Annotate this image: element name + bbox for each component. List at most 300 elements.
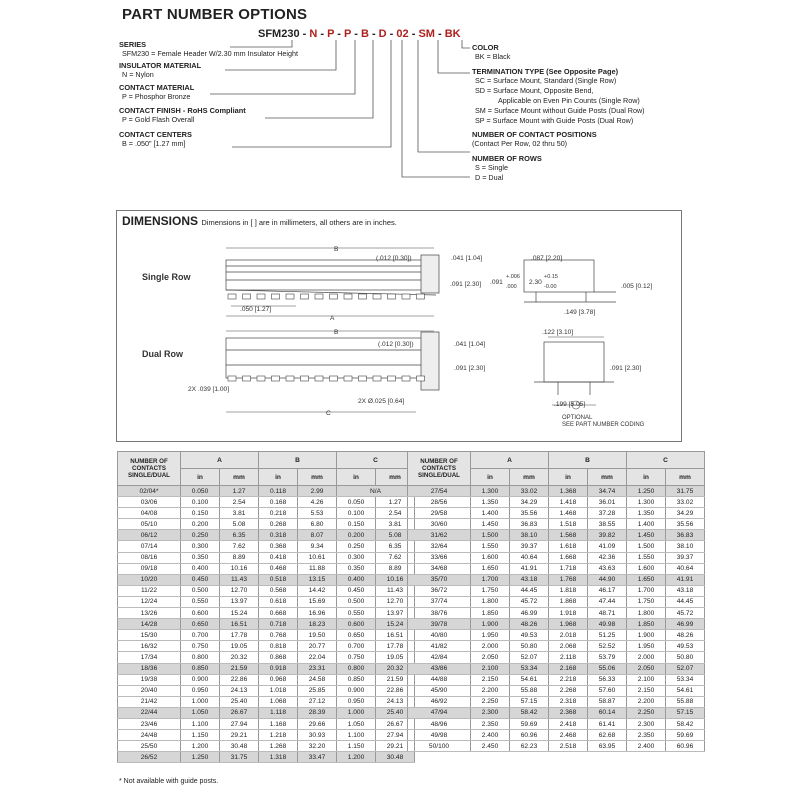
table-cell: 1.500 [627, 541, 666, 552]
table-cell: 1.900 [627, 630, 666, 641]
table-cell: 21/42 [118, 696, 181, 707]
table-cell: 33.02 [666, 497, 705, 508]
col-b: B [549, 452, 627, 469]
table-row [408, 674, 705, 685]
table-cell: 1.400 [471, 508, 510, 519]
table-cell: 47/94 [408, 707, 471, 718]
table-cell: 1.500 [471, 530, 510, 541]
table-cell: 1.000 [181, 696, 220, 707]
table-cell: 39.82 [588, 530, 627, 541]
table-cell: 1.300 [627, 497, 666, 508]
table-cell: 40.64 [666, 563, 705, 574]
table-cell: 28/56 [408, 497, 471, 508]
table-cell: 29.66 [298, 718, 337, 729]
table-cell: 9.34 [298, 541, 337, 552]
table-cell: 44.45 [666, 596, 705, 607]
dim-012-dual: (.012 [0.30]) [378, 341, 414, 348]
table-cell: 37.28 [588, 508, 627, 519]
table-cell: 18/36 [118, 663, 181, 674]
option-termination-sd-note: Applicable on Even Pin Counts (Single Row) [498, 96, 640, 105]
table-cell: 1.400 [627, 519, 666, 530]
dim-091-dual: .091 [2.30] [454, 365, 486, 372]
table-cell: 0.700 [181, 630, 220, 641]
table-cell: 49.53 [510, 630, 549, 641]
table-cell: 1.900 [471, 619, 510, 630]
table-cell: 34.29 [666, 508, 705, 519]
table-cell: 50/100 [408, 741, 471, 752]
option-rows-single: S = Single [475, 163, 508, 172]
table-cell: 22.86 [376, 685, 415, 696]
table-cell: 0.650 [181, 619, 220, 630]
table-cell: 2.200 [471, 685, 510, 696]
option-color-text: BK = Black [475, 52, 511, 61]
table-cell: 2.318 [549, 696, 588, 707]
table-row [118, 519, 415, 530]
table-row [118, 596, 415, 607]
col-b: B [259, 452, 337, 469]
table-cell: 34/68 [408, 563, 471, 574]
table-cell: 0.818 [259, 641, 298, 652]
table-cell: 52.07 [510, 652, 549, 663]
table-row [118, 541, 415, 552]
table-cell: 24.58 [298, 674, 337, 685]
col-number-of-contacts: NUMBER OF CONTACTS SINGLE/DUAL [118, 452, 181, 486]
table-cell: 26.67 [376, 718, 415, 729]
table-cell: 48.26 [666, 630, 705, 641]
table-row [118, 497, 415, 508]
table-cell: 10.16 [376, 574, 415, 585]
table-cell: 44/88 [408, 674, 471, 685]
option-termination-sp: SP = Surface Mount with Guide Posts (Dual Row) [475, 116, 634, 125]
table-cell: 22/44 [118, 707, 181, 718]
table-cell: 29.21 [376, 741, 415, 752]
table-cell: 1.700 [627, 585, 666, 596]
table-cell: 16.51 [220, 619, 259, 630]
table-cell: 30.93 [298, 730, 337, 741]
table-cell: 0.318 [259, 530, 298, 541]
pin [257, 294, 265, 299]
table-cell: 35.56 [666, 519, 705, 530]
pin [402, 294, 410, 299]
col-a-mm: mm [510, 469, 549, 486]
footnote: * Not available with guide posts. [119, 778, 219, 785]
table-cell: 06/12 [118, 530, 181, 541]
table-cell: 0.500 [181, 585, 220, 596]
table-cell: 0.568 [259, 585, 298, 596]
table-cell: 2.168 [549, 663, 588, 674]
table-cell: 1.450 [627, 530, 666, 541]
table-cell: 38/76 [408, 608, 471, 619]
table-cell: 25.40 [220, 696, 259, 707]
pin [315, 376, 323, 381]
table-cell: 5.53 [298, 508, 337, 519]
dim-091b: .091 [490, 279, 503, 286]
table-cell: 2.250 [471, 696, 510, 707]
table-cell: 48.71 [588, 608, 627, 619]
table-cell: 19.05 [220, 641, 259, 652]
table-cell: 55.88 [510, 685, 549, 696]
table-cell: 2.018 [549, 630, 588, 641]
dimension-table-left [117, 451, 415, 763]
table-cell: 17.78 [376, 641, 415, 652]
table-row [408, 497, 705, 508]
table-cell: 44.90 [588, 574, 627, 585]
col-b-mm: mm [298, 469, 337, 486]
table-cell: 0.668 [259, 608, 298, 619]
option-series-text: SFM230 = Female Header W/2.30 mm Insulator Height [122, 49, 298, 58]
table-cell: 0.168 [259, 497, 298, 508]
option-contact-material-label: CONTACT MATERIAL [119, 83, 195, 92]
table-cell: 36.83 [666, 530, 705, 541]
table-cell: 34.74 [588, 486, 627, 497]
table-cell: 24.13 [376, 696, 415, 707]
table-cell: 14/28 [118, 619, 181, 630]
table-cell: 1.600 [471, 552, 510, 563]
pn-d: D [378, 28, 387, 40]
table-row [408, 574, 705, 585]
dim-tol2-p: +0.15 [544, 274, 558, 280]
table-cell: 52.52 [588, 641, 627, 652]
table-cell: 15.69 [298, 596, 337, 607]
table-cell: 0.250 [181, 530, 220, 541]
table-cell: 30.48 [220, 741, 259, 752]
table-cell: 1.068 [259, 696, 298, 707]
col-b-in: in [259, 469, 298, 486]
table-cell: 50.80 [666, 652, 705, 663]
table-cell: 1.718 [549, 563, 588, 574]
table-row [118, 685, 415, 696]
table-cell: 1.200 [337, 752, 376, 763]
table-cell: 0.300 [337, 552, 376, 563]
table-cell: N/A [337, 486, 415, 497]
table-cell: 19/38 [118, 674, 181, 685]
pin [373, 376, 381, 381]
table-cell: 2.368 [549, 707, 588, 718]
table-cell: 0.800 [181, 652, 220, 663]
table-cell: 16/32 [118, 641, 181, 652]
table-cell: 1.450 [471, 519, 510, 530]
table-cell: 26.67 [220, 707, 259, 718]
table-cell: 49.98 [588, 619, 627, 630]
table-cell: 20.32 [220, 652, 259, 663]
table-cell: 2.000 [627, 652, 666, 663]
dim-005: .005 [0.12] [621, 283, 653, 290]
table-cell: 0.250 [337, 541, 376, 552]
optional-note-2: SEE PART NUMBER CODING [562, 422, 645, 428]
table-row [118, 718, 415, 729]
table-cell: 58.42 [666, 718, 705, 729]
dual-row-header-drawing [226, 332, 614, 395]
table-cell: 1.750 [471, 585, 510, 596]
table-cell: 04/08 [118, 508, 181, 519]
table-row [118, 641, 415, 652]
table-cell: 49.53 [666, 641, 705, 652]
table-row [118, 508, 415, 519]
optional-note: OPTIONAL [562, 415, 593, 421]
table-cell: 40.64 [510, 552, 549, 563]
pin [373, 294, 381, 299]
table-cell: 2.218 [549, 674, 588, 685]
table-cell: 0.100 [181, 497, 220, 508]
table-cell: 2.468 [549, 730, 588, 741]
table-cell: 11/22 [118, 585, 181, 596]
dim-c-dual: C [326, 410, 331, 417]
pn-p1: P [327, 28, 335, 40]
table-cell: 2.200 [627, 696, 666, 707]
table-cell: 10/20 [118, 574, 181, 585]
table-cell: 53.34 [510, 663, 549, 674]
table-row [408, 519, 705, 530]
table-cell: 3.81 [220, 508, 259, 519]
table-cell: 59.69 [510, 718, 549, 729]
table-cell: 0.768 [259, 630, 298, 641]
table-row [408, 585, 705, 596]
pn-n: N [309, 28, 318, 40]
option-rows-dual: D = Dual [475, 173, 504, 182]
dim-091c: .091 [2.30] [610, 365, 642, 372]
table-cell: 34.29 [510, 497, 549, 508]
col-a-mm: mm [220, 469, 259, 486]
table-cell: 0.600 [181, 608, 220, 619]
table-cell: 44.45 [510, 585, 549, 596]
table-cell: 42/84 [408, 652, 471, 663]
single-row-pins [228, 294, 425, 299]
table-cell: 14.42 [298, 585, 337, 596]
table-cell: 54.61 [666, 685, 705, 696]
dim-b-dual: B [334, 329, 339, 336]
table-cell: 19.50 [298, 630, 337, 641]
table-cell: 42.36 [588, 552, 627, 563]
table-cell: 10.61 [298, 552, 337, 563]
dim-a-single: A [330, 315, 335, 322]
table-cell: 02/04* [118, 486, 181, 497]
table-cell: 24.13 [220, 685, 259, 696]
table-cell: 5.08 [376, 530, 415, 541]
pin [388, 294, 396, 299]
table-cell: 0.418 [259, 552, 298, 563]
option-insulator-label: INSULATOR MATERIAL [119, 61, 202, 70]
table-cell: 0.650 [337, 630, 376, 641]
table-cell: 27/54 [408, 486, 471, 497]
table-row [408, 596, 705, 607]
table-cell: 48/96 [408, 718, 471, 729]
pn-base: SFM230 - [258, 28, 310, 40]
table-row [118, 563, 415, 574]
table-row [408, 663, 705, 674]
table-cell: 45/90 [408, 685, 471, 696]
table-cell: 17/34 [118, 652, 181, 663]
dimensions-note: Dimensions in [ ] are in millimeters, all others are in inches. [201, 218, 397, 227]
table-cell: 36.83 [510, 519, 549, 530]
page-title: PART NUMBER OPTIONS [122, 6, 308, 23]
table-cell: 1.800 [627, 608, 666, 619]
table-cell: 39/78 [408, 619, 471, 630]
option-centers-text: B = .050" [1.27 mm] [122, 139, 186, 148]
table-cell: 26/52 [118, 752, 181, 763]
table-cell: 35.56 [510, 508, 549, 519]
table-cell: 0.950 [337, 696, 376, 707]
table-cell: 1.000 [337, 707, 376, 718]
pn-p2: P [344, 28, 352, 40]
table-cell: 31.75 [220, 752, 259, 763]
table-cell: 1.700 [471, 574, 510, 585]
dim-b-single: B [334, 246, 339, 253]
table-cell: 27.12 [298, 696, 337, 707]
dim-041-dual: .041 [1.04] [454, 341, 486, 348]
table-cell: 60.96 [510, 730, 549, 741]
option-insulator-text: N = Nylon [122, 70, 154, 79]
dim-039: 2X .039 [1.00] [188, 386, 230, 393]
table-cell: 6.80 [298, 519, 337, 530]
table-cell: 59.69 [666, 730, 705, 741]
table-cell: 43.18 [666, 585, 705, 596]
pin [359, 376, 367, 381]
table-cell: 0.368 [259, 541, 298, 552]
table-cell: 1.850 [471, 608, 510, 619]
table-cell: 32.20 [298, 741, 337, 752]
table-cell: 05/10 [118, 519, 181, 530]
dim-087: .087 [2.20] [531, 255, 563, 262]
table-cell: 2.350 [471, 718, 510, 729]
table-cell: 1.868 [549, 596, 588, 607]
table-cell: 20.77 [298, 641, 337, 652]
col-c: C [337, 452, 415, 469]
table-cell: 23.31 [298, 663, 337, 674]
table-cell: 2.250 [627, 707, 666, 718]
dimension-table-right [407, 451, 705, 752]
table-cell: 27.94 [220, 718, 259, 729]
table-cell: 19.05 [376, 652, 415, 663]
pin [344, 294, 352, 299]
table-cell: 41.09 [588, 541, 627, 552]
table-cell: 1.600 [627, 563, 666, 574]
pin [344, 376, 352, 381]
pin [272, 376, 280, 381]
col-a: A [471, 452, 549, 469]
table-row [118, 574, 415, 585]
table-cell: 2.118 [549, 652, 588, 663]
table-cell: 1.018 [259, 685, 298, 696]
table-cell: 0.118 [259, 486, 298, 497]
pin [402, 376, 410, 381]
table-cell: 0.718 [259, 619, 298, 630]
table-row [408, 696, 705, 707]
dim-122: .122 [3.10] [542, 329, 574, 336]
option-termination-label: TERMINATION TYPE (See Opposite Page) [472, 67, 619, 76]
table-cell: 09/18 [118, 563, 181, 574]
table-cell: 33.47 [298, 752, 337, 763]
table-cell: 54.61 [510, 674, 549, 685]
single-row-label: Single Row [142, 272, 191, 282]
table-cell: 1.468 [549, 508, 588, 519]
option-rows-label: NUMBER OF ROWS [472, 154, 542, 163]
table-cell: 43/86 [408, 663, 471, 674]
table-cell: 20/40 [118, 685, 181, 696]
table-cell: 21.59 [220, 663, 259, 674]
pin [243, 376, 251, 381]
table-cell: 13/26 [118, 608, 181, 619]
table-cell: 2.300 [627, 718, 666, 729]
table-row [118, 730, 415, 741]
table-cell: 2.100 [471, 663, 510, 674]
dimensions-drawing [116, 210, 680, 440]
table-cell: 2.518 [549, 741, 588, 752]
table-cell: 55.88 [666, 696, 705, 707]
table-cell: 0.700 [337, 641, 376, 652]
col-c-in: in [627, 469, 666, 486]
table-cell: 1.218 [259, 730, 298, 741]
table-cell: 1.968 [549, 619, 588, 630]
col-a-in: in [471, 469, 510, 486]
table-cell: 29/58 [408, 508, 471, 519]
table-cell: 46.99 [510, 608, 549, 619]
table-cell: 7.62 [220, 541, 259, 552]
table-cell: 1.550 [627, 552, 666, 563]
table-cell: 18.23 [298, 619, 337, 630]
table-cell: 1.818 [549, 585, 588, 596]
table-cell: 1.268 [259, 741, 298, 752]
table-cell: 1.918 [549, 608, 588, 619]
table-cell: 22.86 [220, 674, 259, 685]
pin [286, 294, 294, 299]
dim-025: 2X Ø.025 [0.64] [358, 398, 405, 405]
table-cell: 1.650 [627, 574, 666, 585]
dim-199: .199 [5.05] [554, 401, 586, 408]
table-cell: 1.100 [181, 718, 220, 729]
table-cell: 11.43 [376, 585, 415, 596]
option-termination-sc: SC = Surface Mount, Standard (Single Row) [475, 76, 617, 85]
table-cell: 0.268 [259, 519, 298, 530]
table-cell: 0.950 [181, 685, 220, 696]
table-row [118, 486, 415, 497]
table-cell: 46/92 [408, 696, 471, 707]
table-row [408, 718, 705, 729]
table-row [118, 741, 415, 752]
table-cell: 30/60 [408, 519, 471, 530]
pin [286, 376, 294, 381]
table-cell: 46.99 [666, 619, 705, 630]
table-cell: 30.48 [376, 752, 415, 763]
pin [417, 294, 425, 299]
table-row [118, 530, 415, 541]
table-cell: 36.01 [588, 497, 627, 508]
table-row [118, 663, 415, 674]
dim-230: 2.30 [529, 279, 542, 286]
table-row [118, 696, 415, 707]
table-row [408, 563, 705, 574]
table-cell: 8.89 [376, 563, 415, 574]
table-cell: 1.518 [549, 519, 588, 530]
table-cell: 1.300 [471, 486, 510, 497]
dim-050: .050 [1.27] [240, 306, 272, 313]
col-c: C [627, 452, 705, 469]
table-cell: 1.368 [549, 486, 588, 497]
table-cell: 1.950 [627, 641, 666, 652]
table-cell: 5.08 [220, 519, 259, 530]
table-row [118, 707, 415, 718]
table-row [408, 652, 705, 663]
table-cell: 58.42 [510, 707, 549, 718]
table-cell: 4.26 [298, 497, 337, 508]
table-cell: 15/30 [118, 630, 181, 641]
table-cell: 25.40 [376, 707, 415, 718]
table-row [408, 508, 705, 519]
dimensions-heading: DIMENSIONS [122, 214, 199, 228]
table-row [118, 752, 415, 763]
table-cell: 03/06 [118, 497, 181, 508]
table-cell: 25/50 [118, 741, 181, 752]
pin [330, 376, 338, 381]
